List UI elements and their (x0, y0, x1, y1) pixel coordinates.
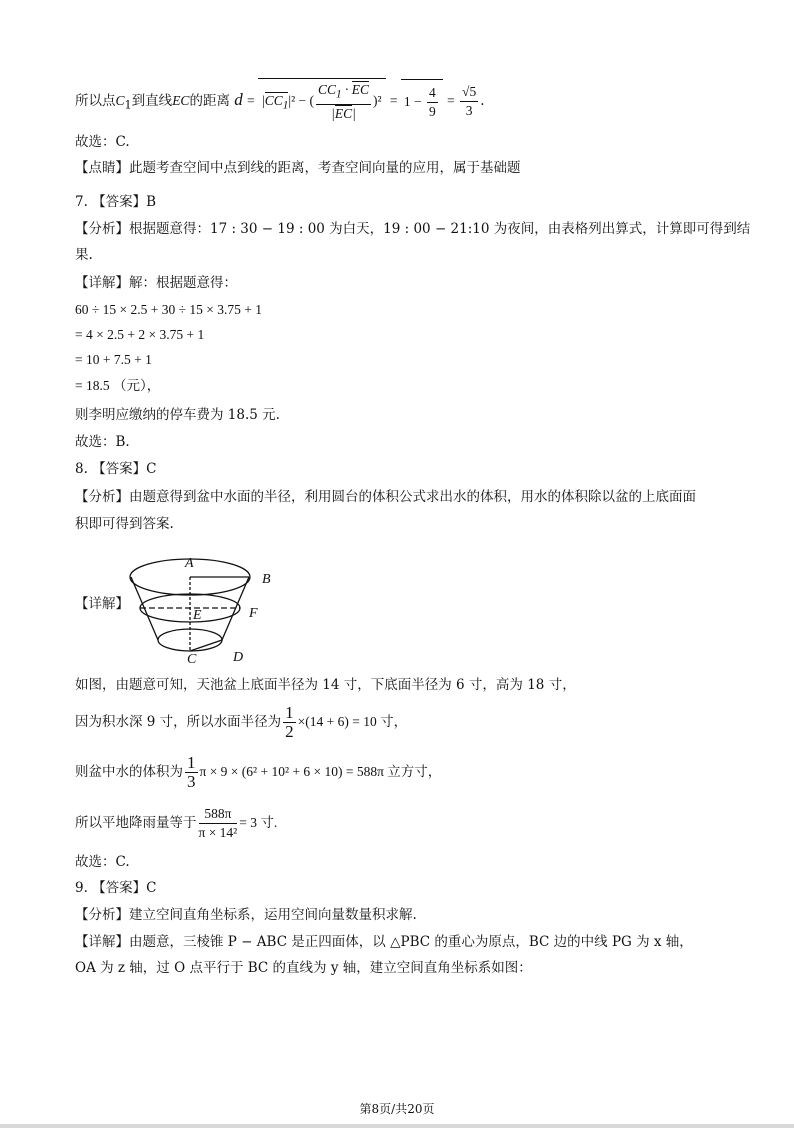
math-line: 60 ÷ 15 × 2.5 + 30 ÷ 15 × 3.75 + 1 (75, 302, 263, 317)
text-line: 【点睛】此题考查空间中点到线的距离，考查空间向量的应用，属于基础题 (75, 160, 521, 176)
label-d: D (233, 650, 244, 665)
label-e: E (193, 608, 202, 623)
formula-radius (75, 702, 407, 742)
sqrt-1-4-9: 1 − $\frac{4}{9}$ (401, 79, 443, 124)
text: 因为积水深 9 寸，所以水面半径为 (75, 714, 282, 730)
text: 到直线 (131, 92, 173, 109)
den: 9 (429, 104, 436, 120)
text-line: 果. (75, 247, 93, 263)
text-line: 如图，由题意可知，天池盆上底面半径为 14 寸，下底面半径为 6 寸，高为 18 寸， (75, 677, 576, 693)
text-line: 积即可得到答案. (75, 516, 174, 532)
num: 1 (187, 753, 196, 772)
text: 的距离 (189, 92, 230, 109)
text-line: 【分析】建立空间直角坐标系，运用空间向量数量积求解. (75, 907, 417, 923)
text-line: 【详解】由题意，三棱锥 P − ABC 是正四面体，以 △PBC 的重心为原点，BC 边的中线 PG 为 x 轴， (75, 934, 693, 950)
point-c1: C (115, 92, 125, 108)
num: 4 (427, 84, 438, 103)
text: = 3 寸. (239, 815, 278, 830)
den: 2 (285, 722, 294, 741)
vec-cc1: CC (318, 82, 337, 97)
line-ec: EC (172, 92, 190, 108)
text-line: 【详解】解：根据题意得： (75, 275, 237, 291)
text-line: 【详解】 (75, 596, 129, 612)
formula-distance: 所以点$C_1$到直线EC的距离 $d = |CC_1|^2$ − ( $\frac{CC_1 \cdot EC}{|EC|}$ )² = 1 − $\frac{4}{9}$ = $\frac{√5}{3}$ . (75, 78, 485, 118)
num: √5 (460, 83, 478, 102)
text: 则盆中水的体积为 (75, 764, 183, 780)
text: ×(14 + 6) = 10 寸， (297, 714, 408, 729)
distance-d: d (234, 89, 243, 109)
den: π × 14² (198, 825, 238, 840)
text-line: 【分析】由题意得到盆中水面的半径，利用圆台的体积公式求出水的体积，用水的体积除以盆的上底面面 (75, 489, 696, 505)
num: 588π (199, 805, 238, 824)
text-line: 7. 【答案】B (75, 194, 157, 210)
num: 1 (403, 93, 411, 109)
den: 3 (187, 772, 196, 791)
formula-volume (75, 752, 441, 792)
text: π × 9 × (6² + 10² + 6 × 10) = 588π 立方寸， (199, 764, 442, 779)
label-c: C (187, 652, 197, 667)
text-line: 则李明应缴纳的停车费为 18.5 元. (75, 407, 280, 423)
label-b: B (262, 572, 271, 587)
num: 1 (285, 703, 294, 722)
text-line: 9. 【答案】C (75, 880, 157, 896)
label-f: F (249, 606, 258, 621)
text-line: OA 为 z 轴，过 O 点平行于 BC 的直线为 y 轴，建立空间直角坐标系如图： (75, 960, 532, 976)
den: 3 (465, 102, 473, 118)
math-line: = 10 + 7.5 + 1 (75, 352, 152, 367)
text-line: 故选：B. (75, 434, 130, 450)
subscript: 1 (282, 99, 289, 112)
text-line: 故选：C. (75, 134, 130, 150)
vec-cc1: CC (264, 92, 283, 108)
bottom-divider (0, 1124, 794, 1128)
frustum-figure (125, 545, 290, 670)
vec-ec: EC (351, 82, 370, 97)
text: 所以点 (75, 92, 116, 109)
formula-rainfall (75, 802, 277, 844)
text: 所以平地降雨量等于 (75, 815, 197, 831)
math-line: = 18.5 （元）， (75, 378, 161, 393)
subscript: 1 (124, 98, 132, 112)
text-line: 【分析】根据题意得：17 : 30 − 19 : 00 为白天，19 : 00 − 21:10 为夜间，由表格列出算式，计算即可得到结 (75, 221, 751, 237)
label-a: A (185, 556, 194, 571)
vec-ec: EC (334, 105, 353, 121)
text-line: 故选：C. (75, 854, 130, 870)
math-line: = 4 × 2.5 + 2 × 3.75 + 1 (75, 327, 205, 342)
sqrt-expression: $|CC_1|^2$ − ( $\frac{CC_1 \cdot EC}{|EC|}$ )² (258, 78, 386, 125)
text-line: 8. 【答案】C (75, 461, 157, 477)
page-footer: 第8页/共20页 (359, 1102, 435, 1116)
